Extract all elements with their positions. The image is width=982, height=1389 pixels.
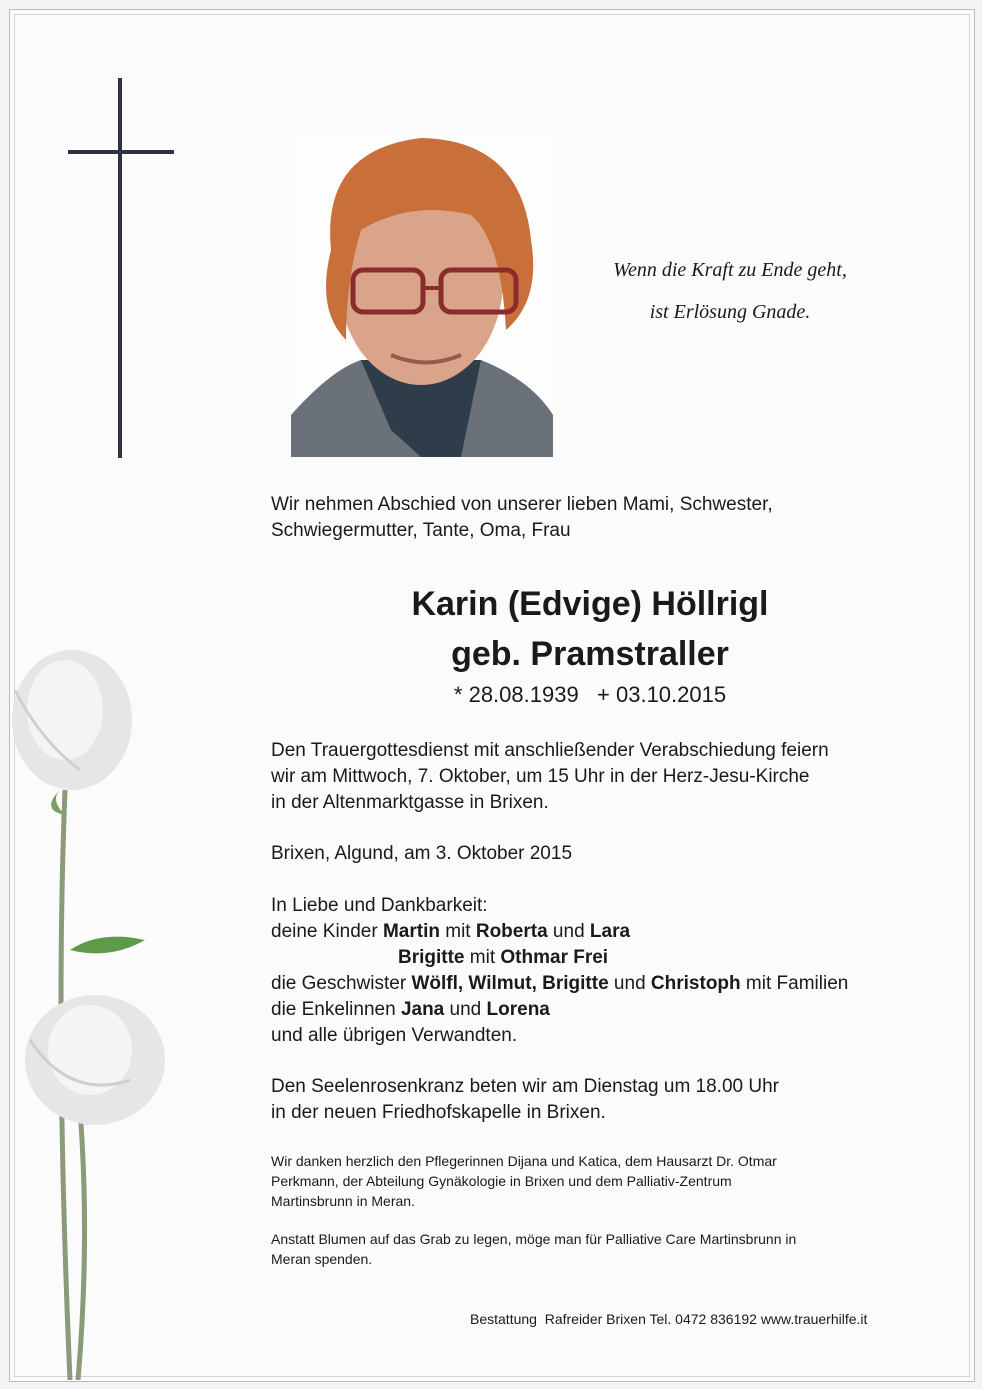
mourners-children-2	[398, 947, 608, 969]
name: Martin	[382, 921, 440, 942]
place-date: Brixen, Algund, am 3. Oktober 2015	[271, 843, 573, 864]
mourners-others: und alle übrigen Verwandten.	[271, 1025, 518, 1046]
text: und	[608, 973, 651, 994]
quote-line-2: ist Erlösung Gnade.	[649, 301, 811, 323]
service-line-2: wir am Mittwoch, 7. Oktober, um 15 Uhr in der Herz-Jesu-Kirche	[271, 766, 810, 787]
service-line-1: Den Trauergottesdienst mit anschließender Verabschiedung feiern	[271, 740, 829, 761]
text: die Enkelinnen	[271, 999, 401, 1020]
mourners-heading: In Liebe und Dankbarkeit:	[271, 895, 488, 916]
thanks-line-3: Martinsbrunn in Meran.	[271, 1193, 415, 1209]
name: Wölfl, Wilmut, Brigitte	[411, 973, 609, 994]
intro-line-2: Schwiegermutter, Tante, Oma, Frau	[271, 520, 571, 541]
white-roses-image	[10, 640, 180, 1380]
rosary-line-1: Den Seelenrosenkranz beten wir am Dienstag um 18.00 Uhr	[271, 1076, 779, 1097]
rosary-line-2: in der neuen Friedhofskapelle in Brixen.	[271, 1102, 606, 1123]
name: Christoph	[650, 973, 741, 994]
thanks-line-1: Wir danken herzlich den Pflegerinnen Dijana und Katica, dem Hausarzt Dr. Otmar	[271, 1153, 777, 1169]
mourners-children-1	[271, 921, 630, 943]
name: Lara	[589, 921, 631, 942]
text: deine Kinder	[271, 921, 383, 942]
cross-icon-bar	[68, 150, 174, 154]
text: mit	[464, 947, 501, 968]
donation-line-1: Anstatt Blumen auf das Grab zu legen, möge man für Palliative Care Martinsbrunn in	[271, 1231, 797, 1247]
text: und	[547, 921, 590, 942]
deceased-name: Karin (Edvige) Höllrigl	[411, 585, 769, 623]
name: Jana	[400, 999, 445, 1020]
funeral-home-footer: Bestattung Rafreider Brixen Tel. 0472 836192 www.trauerhilfe.it	[470, 1311, 868, 1327]
name: Brigitte	[398, 947, 465, 968]
thanks-line-2: Perkmann, der Abteilung Gynäkologie in Brixen und dem Palliativ-Zentrum	[271, 1173, 732, 1189]
life-dates: * 28.08.1939 + 03.10.2015	[453, 682, 727, 707]
name: Roberta	[475, 921, 548, 942]
text: und	[444, 999, 487, 1020]
quote-line-1: Wenn die Kraft zu Ende geht,	[613, 259, 847, 281]
text: mit	[439, 921, 476, 942]
portrait-photo	[291, 130, 553, 457]
intro-line-1: Wir nehmen Abschied von unserer lieben Mami, Schwester,	[271, 494, 773, 515]
name: Othmar Frei	[500, 947, 609, 968]
service-line-3: in der Altenmarktgasse in Brixen.	[271, 792, 549, 813]
text: mit Familien	[740, 973, 849, 994]
donation-line-2: Meran spenden.	[271, 1251, 373, 1267]
mourners-grandchildren	[271, 999, 550, 1021]
text: die Geschwister	[271, 973, 412, 994]
mourners-siblings	[271, 973, 848, 995]
name: Lorena	[486, 999, 550, 1020]
deceased-maiden-name: geb. Pramstraller	[451, 635, 729, 673]
cross-icon	[118, 78, 122, 458]
